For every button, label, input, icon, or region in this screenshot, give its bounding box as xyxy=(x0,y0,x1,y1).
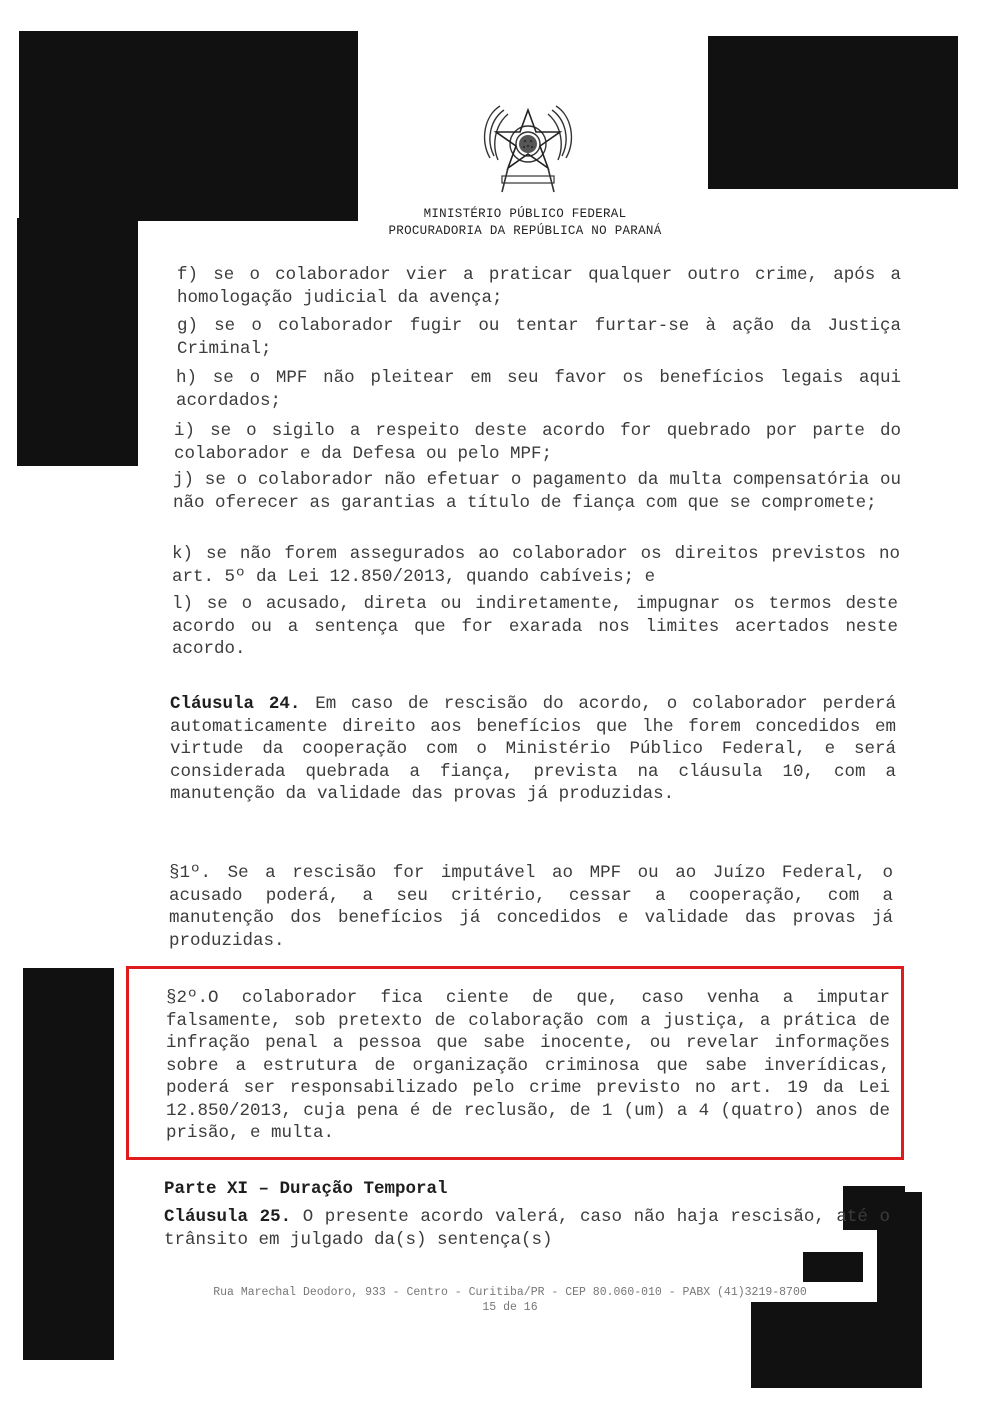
item-h: h) se o MPF não pleitear em seu favor os benefícios legais aqui acordados; xyxy=(176,368,901,411)
document-header xyxy=(330,206,720,240)
item-l: l) se o acusado, direta ou indiretamente, impugnar os termos deste acordo ou a sentença que for exarada nos limites acertados neste acordo. xyxy=(172,594,898,659)
redaction-block-bottom-right-2 xyxy=(803,1252,863,1282)
item-f: f) se o colaborador vier a praticar qualquer outro crime, após a homologação judicial da avença; xyxy=(177,265,901,308)
paragraph-2: §2º.O colaborador fica ciente de que, caso venha a imputar falsamente, sob pretexto de colaboração com a justiça, a prática de infração penal a pessoa que sabe inocente, ou revelar informações sobre a estrutura de organização criminosa que sabe inverídicas, poderá ser responsabilizado pelo crime previsto no art. 19 da Lei 12.850/2013, cuja pena é de reclusão, de 1 (um) a 4 (quatro) anos de prisão, e multa. xyxy=(166,988,890,1143)
item-k: k) se não forem assegurados ao colaborador os direitos previstos no art. 5º da Lei 12.850/2013, quando cabíveis; e xyxy=(172,544,900,587)
clausula-25-title: Cláusula 25. xyxy=(164,1207,292,1227)
header-procuradoria: PROCURADORIA DA REPÚBLICA NO PARANÁ xyxy=(388,224,662,238)
clausula-25-text: O presente acordo valerá, caso não haja rescisão, até o trânsito em julgado da(s) sentença(s) xyxy=(164,1207,890,1250)
page-number: 15 de 16 xyxy=(482,1301,538,1314)
redaction-block-left-lower xyxy=(23,968,114,1360)
page-footer xyxy=(130,1285,890,1315)
paragraph-1: §1º. Se a rescisão for imputável ao MPF ou ao Juízo Federal, o acusado poderá, a seu critério, cessar a cooperação, com a manutenção dos benefícios já concedidos e validade das provas já produzidas. xyxy=(169,863,893,951)
clausula-24-title: Cláusula 24. xyxy=(170,694,301,714)
footer-address: Rua Marechal Deodoro, 933 - Centro - Curitiba/PR - CEP 80.060-010 - PABX (41)3219-8700 xyxy=(213,1286,807,1299)
section-heading-parte-xi: Parte XI – Duração Temporal xyxy=(164,1179,448,1199)
item-i: i) se o sigilo a respeito deste acordo for quebrado por parte do colaborador e da Defesa ou pelo MPF; xyxy=(174,421,901,464)
redaction-block-top-left xyxy=(19,31,358,221)
redaction-block-top-right xyxy=(708,36,958,189)
clausula-24-text: Em caso de rescisão do acordo, o colaborador perderá automaticamente direito aos benefícios que lhe forem concedidos em virtude da cooperação com o Ministério Público Federal, e será considerada quebrada a fiança, prevista na cláusula 10, com a manutenção da validade das provas já produzidas. xyxy=(170,694,896,804)
header-ministry: MINISTÉRIO PÚBLICO FEDERAL xyxy=(423,207,627,221)
redaction-block-left-upper xyxy=(17,218,138,466)
clausula-25 xyxy=(132,1206,890,1251)
coat-of-arms-seal xyxy=(478,96,578,196)
item-g: g) se o colaborador fugir ou tentar furtar-se à ação da Justiça Criminal; xyxy=(177,316,901,359)
clausula-24 xyxy=(138,693,896,806)
item-j: j) se o colaborador não efetuar o pagamento da multa compensatória ou não oferecer as garantias a título de fiança com que se compromete; xyxy=(173,470,901,513)
